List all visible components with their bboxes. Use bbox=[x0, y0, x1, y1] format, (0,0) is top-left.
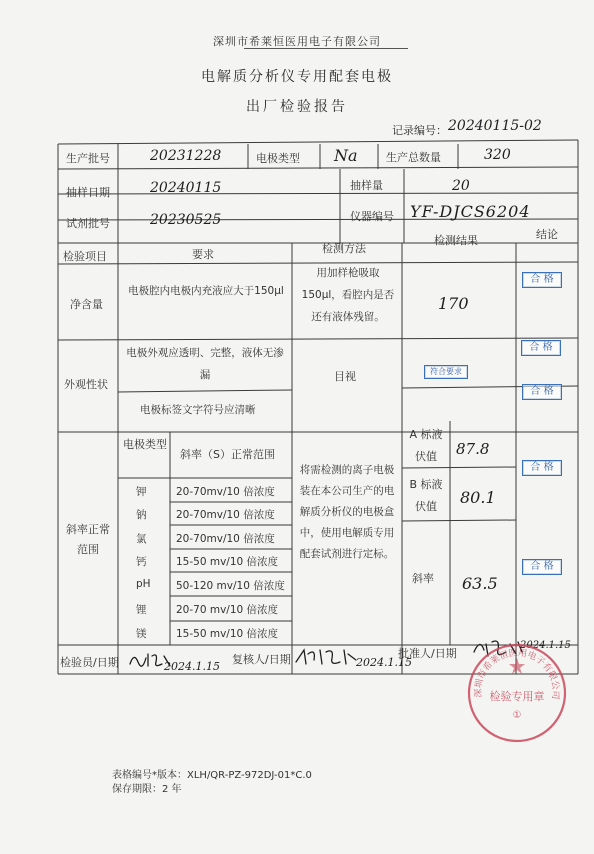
slope-electrode-type: 钠 bbox=[136, 509, 147, 521]
batch-label: 生产批号 bbox=[66, 152, 110, 165]
slope-range-value: 20-70mv/10 倍浓度 bbox=[176, 486, 275, 498]
sample-date-label: 抽样日期 bbox=[66, 186, 110, 199]
standard-a-value: 87.8 bbox=[456, 440, 490, 458]
col-header-requirement: 要求 bbox=[192, 248, 214, 261]
standard-a-label: A 标液伏值 bbox=[409, 428, 443, 463]
reagent-batch-value: 20230525 bbox=[150, 212, 222, 228]
record-number-handwritten: 20240115-02 bbox=[448, 118, 542, 134]
reviewer-label: 复核人/日期 bbox=[232, 653, 291, 666]
slope-electrode-type: 钙 bbox=[136, 556, 147, 568]
instrument-number-value: YF-DJCS6204 bbox=[410, 202, 531, 221]
total-quantity-value: 320 bbox=[484, 147, 511, 163]
record-number-label: 记录编号： bbox=[392, 124, 447, 137]
net-content-method: 用加样枪吸取150μl，看腔内是否还有液体残留。 bbox=[301, 267, 395, 323]
net-content-result: 170 bbox=[438, 294, 469, 313]
approver-date: 2024.1.15 bbox=[520, 640, 571, 651]
reagent-batch-label: 试剂批号 bbox=[66, 217, 110, 230]
company-name: 深圳市希莱恒医用电子有限公司 bbox=[213, 35, 381, 48]
slope-range-value: 15-50 mv/10 倍浓度 bbox=[176, 628, 279, 640]
slope-range-value: 20-70mv/10 倍浓度 bbox=[176, 533, 275, 545]
batch-value: 20231228 bbox=[150, 148, 222, 164]
inspector-date: 2024.1.15 bbox=[164, 660, 220, 673]
sample-count-value: 20 bbox=[452, 178, 470, 194]
slope-value-label: 斜率 bbox=[412, 572, 434, 585]
slope-item: 斜率正常范围 bbox=[66, 523, 110, 556]
slope-range-value: 20-70 mv/10 倍浓度 bbox=[176, 604, 279, 616]
col-header-result: 检测结果 bbox=[434, 234, 478, 247]
inspector-label: 检验员/日期 bbox=[60, 656, 119, 669]
slope-value: 63.5 bbox=[462, 574, 498, 593]
slope-range-value: 50-120 mv/10 倍浓度 bbox=[176, 580, 285, 592]
electrode-type-label: 电极类型 bbox=[256, 152, 300, 165]
net-content-item: 净含量 bbox=[70, 298, 103, 311]
slope-conclusion-stamp-a: 合 格 bbox=[522, 460, 562, 476]
appearance-method: 目视 bbox=[334, 370, 356, 383]
col-header-method: 检测方法 bbox=[322, 242, 366, 255]
slope-electrode-type: 氯 bbox=[136, 533, 147, 545]
slope-range-value: 20-70mv/10 倍浓度 bbox=[176, 509, 275, 521]
sample-count-label: 抽样量 bbox=[350, 179, 383, 192]
appearance-requirement-2: 电极标签文字符号应清晰 bbox=[140, 404, 256, 416]
slope-electrode-type: 锂 bbox=[136, 604, 147, 616]
appearance-result-stamp: 符合要求 bbox=[424, 365, 468, 379]
svg-text:检验专用章: 检验专用章 bbox=[489, 690, 545, 703]
inspection-seal bbox=[462, 638, 572, 748]
appearance-requirement-1: 电极外观应透明、完整，液体无渗漏 bbox=[126, 347, 284, 381]
net-content-conclusion-stamp: 合 格 bbox=[522, 272, 562, 288]
col-header-item: 检验项目 bbox=[63, 250, 107, 263]
standard-b-label: B 标液伏值 bbox=[409, 478, 443, 513]
electrode-type-value: Na bbox=[334, 146, 358, 165]
report-title: 电解质分析仪专用配套电极 bbox=[201, 69, 393, 85]
slope-range-value: 15-50 mv/10 倍浓度 bbox=[176, 556, 279, 568]
instrument-number-label: 仪器编号 bbox=[350, 210, 394, 223]
slope-type-header: 电极类型 bbox=[123, 438, 167, 451]
retention-period: 保存期限：2 年 bbox=[112, 784, 182, 795]
slope-range-header: 斜率（S）正常范围 bbox=[180, 448, 275, 461]
appearance-item: 外观性状 bbox=[64, 378, 108, 391]
reviewer-date: 2024.1.15 bbox=[356, 656, 412, 669]
form-number: 表格编号*版本：XLH/QR-PZ-972DJ-01*C.0 bbox=[112, 770, 312, 781]
slope-conclusion-stamp-b: 合 格 bbox=[522, 559, 562, 575]
slope-electrode-type: pH bbox=[136, 578, 151, 590]
col-header-conclusion: 结论 bbox=[536, 228, 558, 241]
appearance-conclusion-stamp-2: 合 格 bbox=[522, 384, 562, 400]
standard-b-value: 80.1 bbox=[460, 488, 496, 507]
report-subtitle: 出厂检验报告 bbox=[246, 99, 348, 115]
sample-date-value: 20240115 bbox=[150, 180, 222, 196]
slope-electrode-type: 钾 bbox=[136, 486, 147, 498]
reviewer-signature bbox=[292, 644, 362, 670]
slope-method: 将需检测的离子电极装在本公司生产的电解质分析仪的电极盒中，使用电解质专用配套试剂进行定标。 bbox=[299, 464, 395, 560]
approver-label: 批准人/日期 bbox=[398, 647, 457, 660]
appearance-conclusion-stamp-1: 合 格 bbox=[521, 340, 561, 356]
svg-text:深圳市希莱恒医用电子有限公司: 深圳市希莱恒医用电子有限公司 bbox=[473, 648, 561, 700]
total-quantity-label: 生产总数量 bbox=[386, 151, 441, 164]
net-content-requirement: 电极腔内电极内充液应大于150μl bbox=[128, 285, 284, 297]
svg-text:①: ① bbox=[512, 710, 522, 721]
slope-electrode-type: 镁 bbox=[136, 628, 147, 640]
